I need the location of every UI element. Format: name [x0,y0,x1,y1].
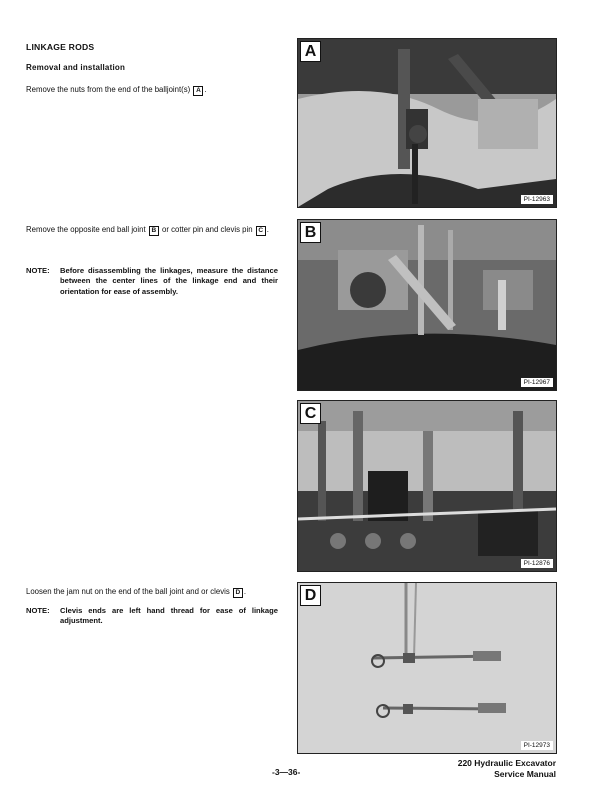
step-loosen-text: Loosen the jam nut on the end of the ball joint and or clevis [26,587,230,596]
step-remove-opposite-end [26,225,278,236]
callout-d: D [233,588,243,598]
note-text: Before disassembling the linkages, measure the distance between the center lines of the linkage end and their orientation for ease of assembly. [60,266,278,296]
photo-label: PI-12967 [521,378,553,387]
photo-a-image [298,39,556,207]
step-end-period: . [243,587,247,596]
step-remove-opposite-text: Remove the opposite end ball joint [26,225,146,234]
page-number: -3—36- [272,767,301,777]
photo-d [297,582,557,754]
photo-letter: B [300,222,321,243]
note-label: NOTE: [26,606,50,615]
photo-label: PI-12876 [521,559,553,568]
photo-b [297,219,557,391]
step-remove-nuts [26,85,276,96]
photo-c-image [298,401,556,571]
callout-a: A [193,86,203,96]
step-end-period: . [266,225,269,234]
manual-title [376,758,556,780]
note-measure-linkages [26,266,280,306]
step-end-period: . [204,85,207,94]
subsection-title: Removal and installation [26,63,126,72]
step-remove-opposite-text-middle: or cotter pin and clevis pin [161,225,253,234]
photo-c [297,400,557,572]
step-remove-nuts-text: Remove the nuts from the end of the balljoint(s) [26,85,191,94]
photo-label: PI-12973 [521,741,553,750]
photo-b-image [298,220,556,390]
callout-c: C [256,226,266,236]
photo-d-image [298,583,556,753]
note-label: NOTE: [26,266,50,275]
photo-letter: A [300,41,321,62]
note-left-hand-thread [26,606,280,632]
photo-letter: D [300,585,321,606]
photo-label: PI-12963 [521,195,553,204]
photo-a [297,38,557,208]
step-loosen-jam-nut [26,587,286,598]
manual-title-line2: Service Manual [494,769,556,779]
section-title: LINKAGE RODS [26,42,95,52]
note-text: Clevis ends are left hand thread for ease of linkage adjustment. [60,606,278,626]
manual-title-line1: 220 Hydraulic Excavator [457,758,556,768]
photo-letter: C [300,403,321,424]
callout-b: B [149,226,159,236]
